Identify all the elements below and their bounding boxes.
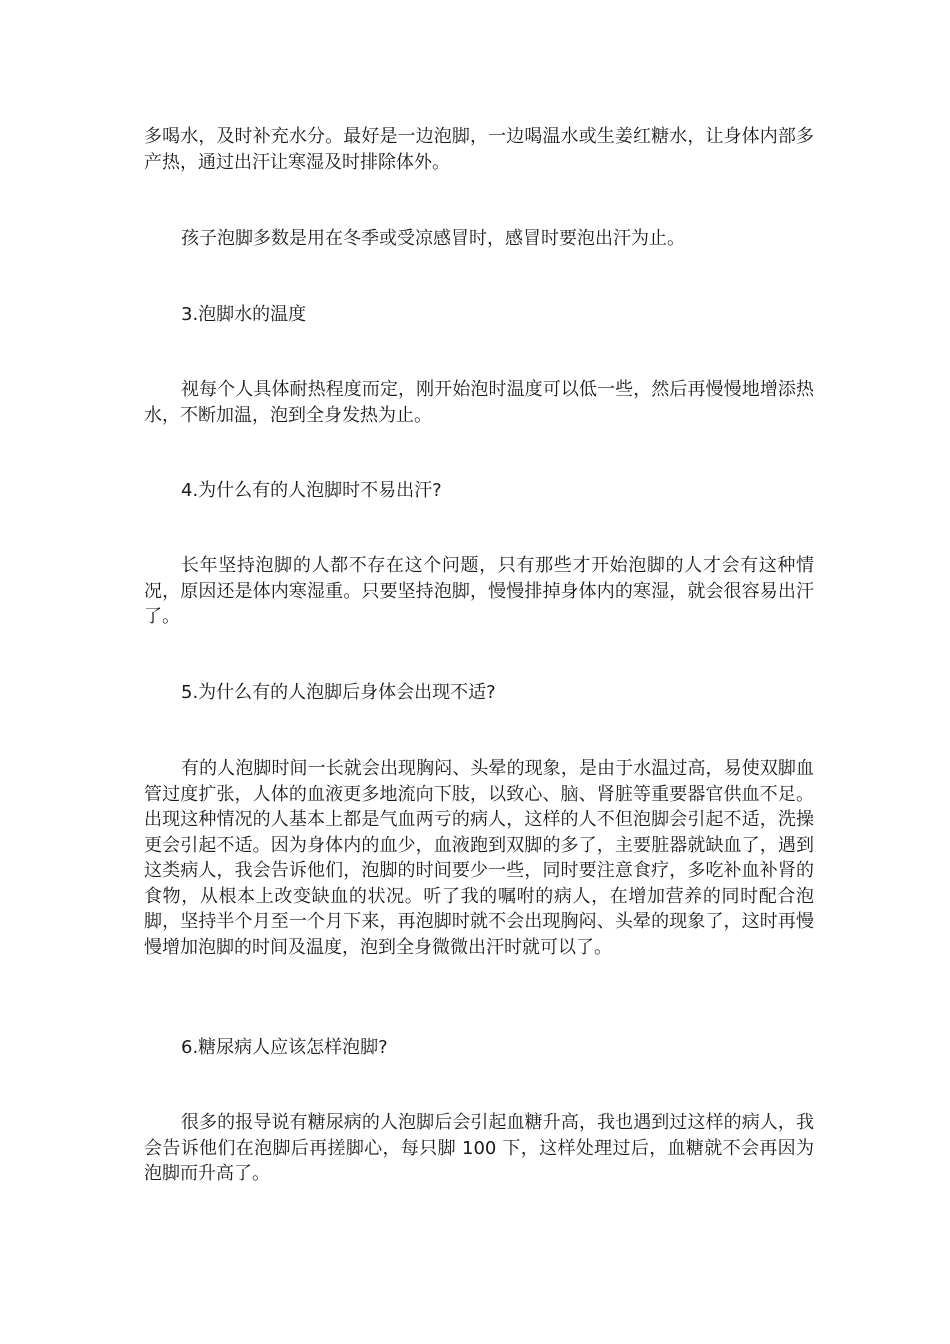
section-heading: 3.泡脚水的温度 xyxy=(181,304,307,325)
paragraph: 孩子泡脚多数是用在冬季或受凉感冒时，感冒时要泡出汗为止。 xyxy=(181,228,685,249)
paragraph: 视每个人具体耐热程度而定，刚开始泡时温度可以低一些，然后再慢慢地增添热水，不断加温，泡到全身发热为止。 xyxy=(144,379,814,426)
paragraph: 长年坚持泡脚的人都不存在这个问题，只有那些才开始泡脚的人才会有这种情况，原因还是体内寒湿重。只要坚持泡脚，慢慢排掉身体内的寒湿，就会很容易出汗了。 xyxy=(144,555,814,627)
paragraph: 有的人泡脚时间一长就会出现胸闷、头晕的现象，是由于水温过高，易使双脚血管过度扩张，人体的血液更多地流向下肢，以致心、脑、肾脏等重要器官供血不足。出现这种情况的人基本上都是气血两亏的病人，这样的人不但泡脚会引起不适，洗操更会引起不适。因为身体内的血少，血液跑到双脚的多了，主要脏器就缺血了，遇到这类病人，我会告诉他们，泡脚的时间要少一些，同时要注意食疗，多吃补血补肾的食物，从根本上改变缺血的状况。听了我的嘱咐的病人，在增加营养的同时配合泡脚，坚持半个月至一个月下来，再泡脚时就不会出现胸闷、头晕的现象了，这时再慢慢增加泡脚的时间及温度，泡到全身微微出汗时就可以了。 xyxy=(144,758,814,958)
section-heading: 6.糖尿病人应该怎样泡脚? xyxy=(181,1037,388,1058)
paragraph: 很多的报导说有糖尿病的人泡脚后会引起血糖升高，我也遇到过这样的病人，我会告诉他们在泡脚后再搓脚心，每只脚 100 下，这样处理过后，血糖就不会再因为泡脚而升高了。 xyxy=(144,1112,814,1184)
section-heading: 5.为什么有的人泡脚后身体会出现不适? xyxy=(181,682,496,703)
section-heading: 4.为什么有的人泡脚时不易出汗? xyxy=(181,480,442,501)
paragraph: 多喝水，及时补充水分。最好是一边泡脚，一边喝温水或生姜红糖水，让身体内部多产热，通过出汗让寒湿及时排除体外。 xyxy=(144,126,814,173)
